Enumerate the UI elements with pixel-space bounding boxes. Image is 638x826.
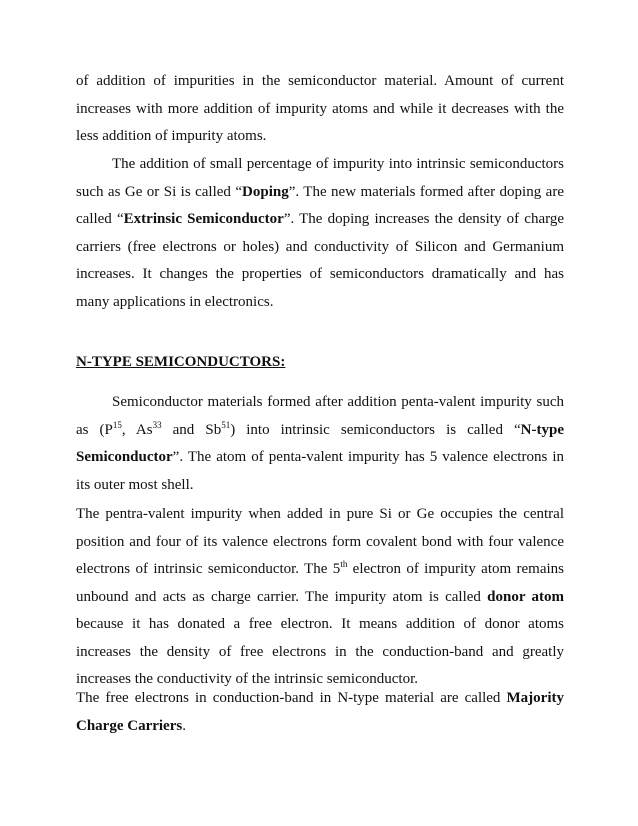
- superscript: 33: [152, 419, 162, 430]
- paragraph-text: ”. The atom of penta-valent impurity has 5 valence electrons in its outer most shell.: [76, 449, 564, 493]
- paragraph-text: ) into intrinsic semiconductors is called “: [230, 421, 521, 438]
- paragraph-text: ”. The doping increases the density of charge carriers (free electrons or holes) and conductivity of Silicon and Germanium increases. It changes the properties of semiconductors dramatically and has many applications in electronics.: [76, 211, 564, 310]
- paragraph-text: The addition of small percentage of impurity into intrinsic semiconductors such as Ge or Si is called “: [76, 156, 564, 200]
- term-donor-atom: donor atom: [487, 588, 564, 605]
- paragraph-text: Semiconductor materials formed after addition penta-valent impurity such as (P: [76, 394, 564, 438]
- paragraph-text: because it has donated a free electron. It means addition of donor atoms increases the density of free electrons in the conduction-band and greatly increases the conductivity of the intrinsic semiconductor.: [76, 616, 564, 687]
- term-ntype-semiconductor: N-type Semiconductor: [76, 421, 564, 465]
- term-extrinsic-semiconductor: Extrinsic Semiconductor: [123, 211, 284, 227]
- paragraph-text: The free electrons in conduction-band in N-type material are called: [76, 690, 507, 706]
- term-majority-charge-carriers: Majority Charge Carriers: [76, 690, 564, 734]
- paragraph-majority-carriers: [76, 685, 564, 740]
- superscript: th: [340, 559, 348, 569]
- paragraph-doping: [76, 151, 564, 316]
- term-doping: Doping: [242, 183, 289, 200]
- paragraph-text: .: [182, 717, 186, 734]
- paragraph-text: The pentra-valent impurity when added in pure Si or Ge occupies the central position and four of its valence electrons form covalent bond with four valence electrons of intrinsic semiconductor. The 5: [76, 506, 564, 577]
- paragraph-text: ”. The new materials formed after doping are called “: [76, 183, 564, 227]
- superscript: 15: [112, 419, 122, 430]
- paragraph-text: electron of impurity atom remains unbound and acts as charge carrier. The impurity atom is called: [76, 561, 564, 605]
- superscript: 51: [221, 419, 231, 430]
- paragraph-text: , As: [121, 421, 153, 438]
- paragraph-impurity-intro: [76, 68, 564, 151]
- paragraph-donor-atom: [76, 501, 564, 694]
- section-heading: N-TYPE SEMICONDUCTORS:: [76, 354, 286, 370]
- paragraph-text: of addition of impurities in the semiconductor material. Amount of current increases with more addition of impurity atoms and while it decreases with the less addition of impurity atoms.: [76, 73, 564, 144]
- paragraph-text: and Sb: [161, 421, 222, 438]
- paragraph-ntype-definition: [76, 389, 564, 499]
